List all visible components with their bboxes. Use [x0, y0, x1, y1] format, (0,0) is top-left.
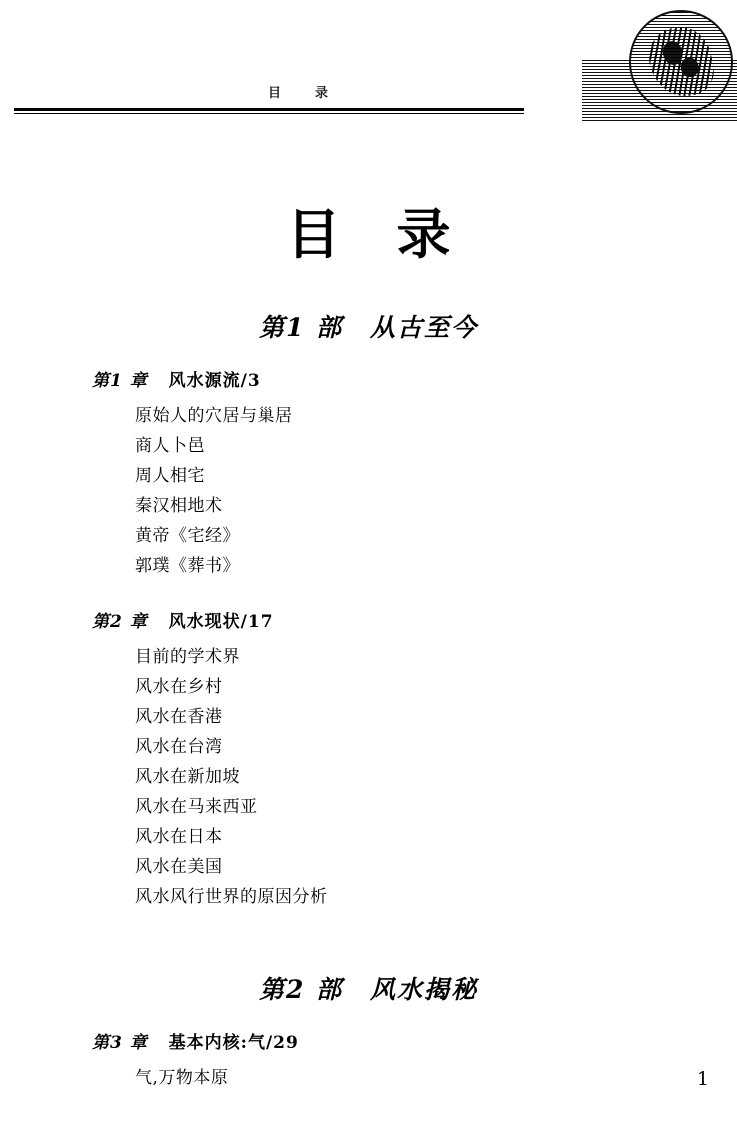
toc-entry[interactable]: 风水在马来西亚 [135, 797, 258, 817]
header-rule-thick [14, 108, 524, 111]
toc-entry[interactable]: 风水在新加坡 [135, 767, 240, 787]
chapter-heading[interactable] [92, 1028, 737, 1053]
toc-entry[interactable]: 秦汉相地术 [135, 496, 223, 516]
toc-entry[interactable]: 风水在台湾 [135, 737, 223, 757]
toc-entry[interactable]: 周人相宅 [135, 466, 205, 486]
seal-ornament-icon [582, 10, 737, 122]
running-head: 目录 [268, 86, 363, 101]
toc-entry[interactable]: 商人卜邑 [135, 436, 205, 456]
chapter-number: 第3 章 [92, 1033, 148, 1053]
chapter-number: 第1 章 [92, 371, 148, 391]
chapter-number: 第2 章 [92, 612, 148, 632]
toc-entry[interactable]: 原始人的穴居与巢居 [135, 406, 293, 426]
header-rule-thin [14, 113, 524, 114]
page-number: 1 [696, 1068, 709, 1090]
toc-entry[interactable]: 郭璞《葬书》 [135, 556, 240, 576]
part-title: 第1 部 从古至今 [258, 313, 479, 342]
circular-seal [629, 10, 733, 114]
chapter-title: 风水现状/17 [168, 612, 274, 632]
chapter-entry-list [135, 642, 737, 912]
toc-entry[interactable]: 黄帝《宅经》 [135, 526, 240, 546]
seal-inner-motif [643, 21, 718, 102]
toc-entry[interactable]: 风水风行世界的原因分析 [135, 887, 328, 907]
toc-entry[interactable]: 风水在乡村 [135, 677, 223, 697]
table-of-contents [0, 290, 737, 1119]
part-title: 第2 部 风水揭秘 [258, 975, 479, 1004]
chapter-heading[interactable] [92, 607, 737, 632]
page-title: 目录 [286, 202, 507, 266]
toc-entry[interactable]: 风水在美国 [135, 857, 223, 877]
chapter-entry-list [135, 1063, 737, 1093]
chapter-title: 风水源流/3 [168, 371, 261, 391]
chapter-title: 基本内核:气/29 [168, 1033, 299, 1053]
chapter-entry-list [135, 401, 737, 581]
page-header [0, 0, 737, 140]
toc-entry[interactable]: 气,万物本原 [135, 1068, 229, 1088]
toc-entry[interactable]: 风水在香港 [135, 707, 223, 727]
chapter-heading[interactable] [92, 366, 737, 391]
toc-entry[interactable]: 目前的学术界 [135, 647, 240, 667]
toc-entry[interactable]: 风水在日本 [135, 827, 223, 847]
